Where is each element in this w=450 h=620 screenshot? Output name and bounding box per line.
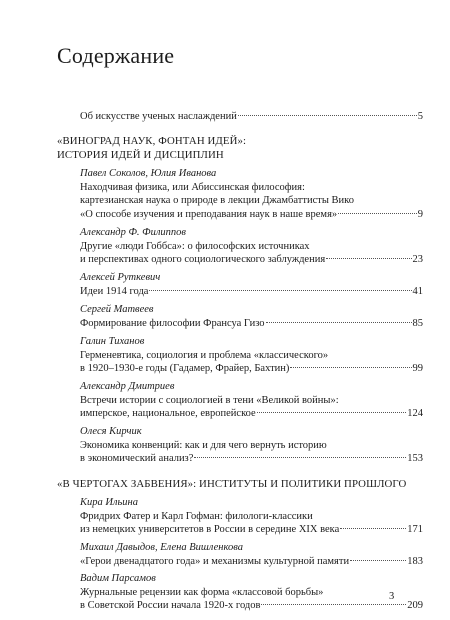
entry-title: и перспективах одного социологического заблуждения [80, 254, 326, 265]
entry-title: в экономический анализ? [80, 453, 194, 464]
entry-author: Галин Тиханов [80, 336, 145, 347]
dot-leader [238, 115, 417, 116]
toc-entry [57, 303, 423, 330]
toc-entry-intro [57, 110, 423, 124]
toc-entry [57, 380, 423, 421]
toc-entry [57, 167, 423, 221]
entry-author: Вадим Парсамов [80, 573, 156, 584]
dot-leader [194, 457, 406, 458]
entry-page: 124 [407, 408, 423, 419]
entry-author: Сергей Матвеев [80, 304, 154, 315]
entry-page: 183 [407, 555, 423, 567]
toc-entry [57, 335, 423, 376]
entry-title: Идеи 1914 года [80, 285, 149, 297]
toc-entry [57, 572, 423, 613]
entry-title: Находчивая физика, или Абиссинская философия: [80, 181, 305, 193]
entry-title: в Советской России начала 1920-х годов [80, 600, 261, 611]
dot-leader [257, 412, 407, 413]
entry-page: 209 [407, 600, 423, 611]
entry-page: 99 [412, 363, 423, 374]
entry-author: Олеся Кирчик [80, 426, 142, 437]
entry-title: Журнальные рецензии как форма «классовой борьбы» [80, 586, 324, 598]
entry-author: Кира Ильина [80, 497, 138, 508]
entry-author: Алексей Руткевич [80, 272, 161, 283]
toc-entry [57, 271, 423, 298]
entry-title: Формирование философии Франсуа Гизо [80, 317, 265, 329]
entry-page: 9 [417, 208, 423, 220]
entry-page: 5 [417, 111, 423, 122]
entry-title: Герменевтика, социология и проблема «классического» [80, 349, 329, 361]
entry-title: имперское, национальное, европейское [80, 408, 256, 419]
entry-page: 23 [412, 254, 423, 265]
dot-leader [326, 258, 411, 259]
dot-leader [350, 560, 406, 561]
entry-author: Александр Ф. Филиппов [80, 227, 186, 238]
entry-title: Другие «люди Гоббса»: о философских источниках [80, 240, 310, 252]
entry-title: из немецких университетов в России в середине XIX века [80, 524, 340, 535]
entry-title: «Герои двенадцатого года» и механизмы культурной памяти [80, 555, 350, 567]
entry-page: 153 [407, 453, 423, 464]
dot-leader [266, 322, 412, 323]
toc-entry [57, 226, 423, 267]
dot-leader [261, 604, 406, 605]
toc-entry [57, 496, 423, 537]
entry-page: 41 [412, 285, 423, 297]
toc-entry [57, 541, 423, 568]
dot-leader [290, 367, 411, 368]
page-number: 3 [389, 591, 395, 602]
page-title: Содержание [57, 43, 175, 68]
section-heading-1: «ВИНОГРАД НАУК, ФОНТАН ИДЕЙ»: ИСТОРИЯ ИДЕЙ И ДИСЦИПЛИН [57, 135, 247, 161]
dot-leader [338, 213, 417, 214]
entry-title: Экономика конвенций: как и для чего вернуть историю [80, 439, 327, 451]
entry-title: Об искусстве ученых наслаждений [80, 111, 237, 122]
entry-title: «О способе изучения и преподавания наук в наше время» [80, 208, 338, 220]
entry-page: 171 [407, 524, 423, 535]
entry-author: Михаил Давыдов, Елена Вишленкова [80, 542, 243, 553]
entry-author: Александр Дмитриев [80, 381, 175, 392]
toc-entry [57, 425, 423, 466]
entry-title: Фридрих Фатер и Карл Гофман: филологи-классики [80, 510, 313, 522]
entry-page: 85 [412, 317, 423, 329]
dot-leader [340, 528, 406, 529]
dot-leader [149, 290, 411, 291]
entry-author: Павел Соколов, Юлия Иванова [80, 168, 217, 179]
entry-title: картезианская наука о природе в лекции Джамбаттисты Вико [80, 195, 354, 206]
entry-title: Встречи истории с социологией в тени «Великой войны»: [80, 394, 339, 406]
entry-title: в 1920–1930-е годы (Гадамер, Фрайер, Бахтин) [80, 363, 290, 374]
section-heading-2: «В ЧЕРТОГАХ ЗАБВЕНИЯ»: ИНСТИТУТЫ И ПОЛИТИКИ ПРОШЛОГО [57, 478, 407, 490]
